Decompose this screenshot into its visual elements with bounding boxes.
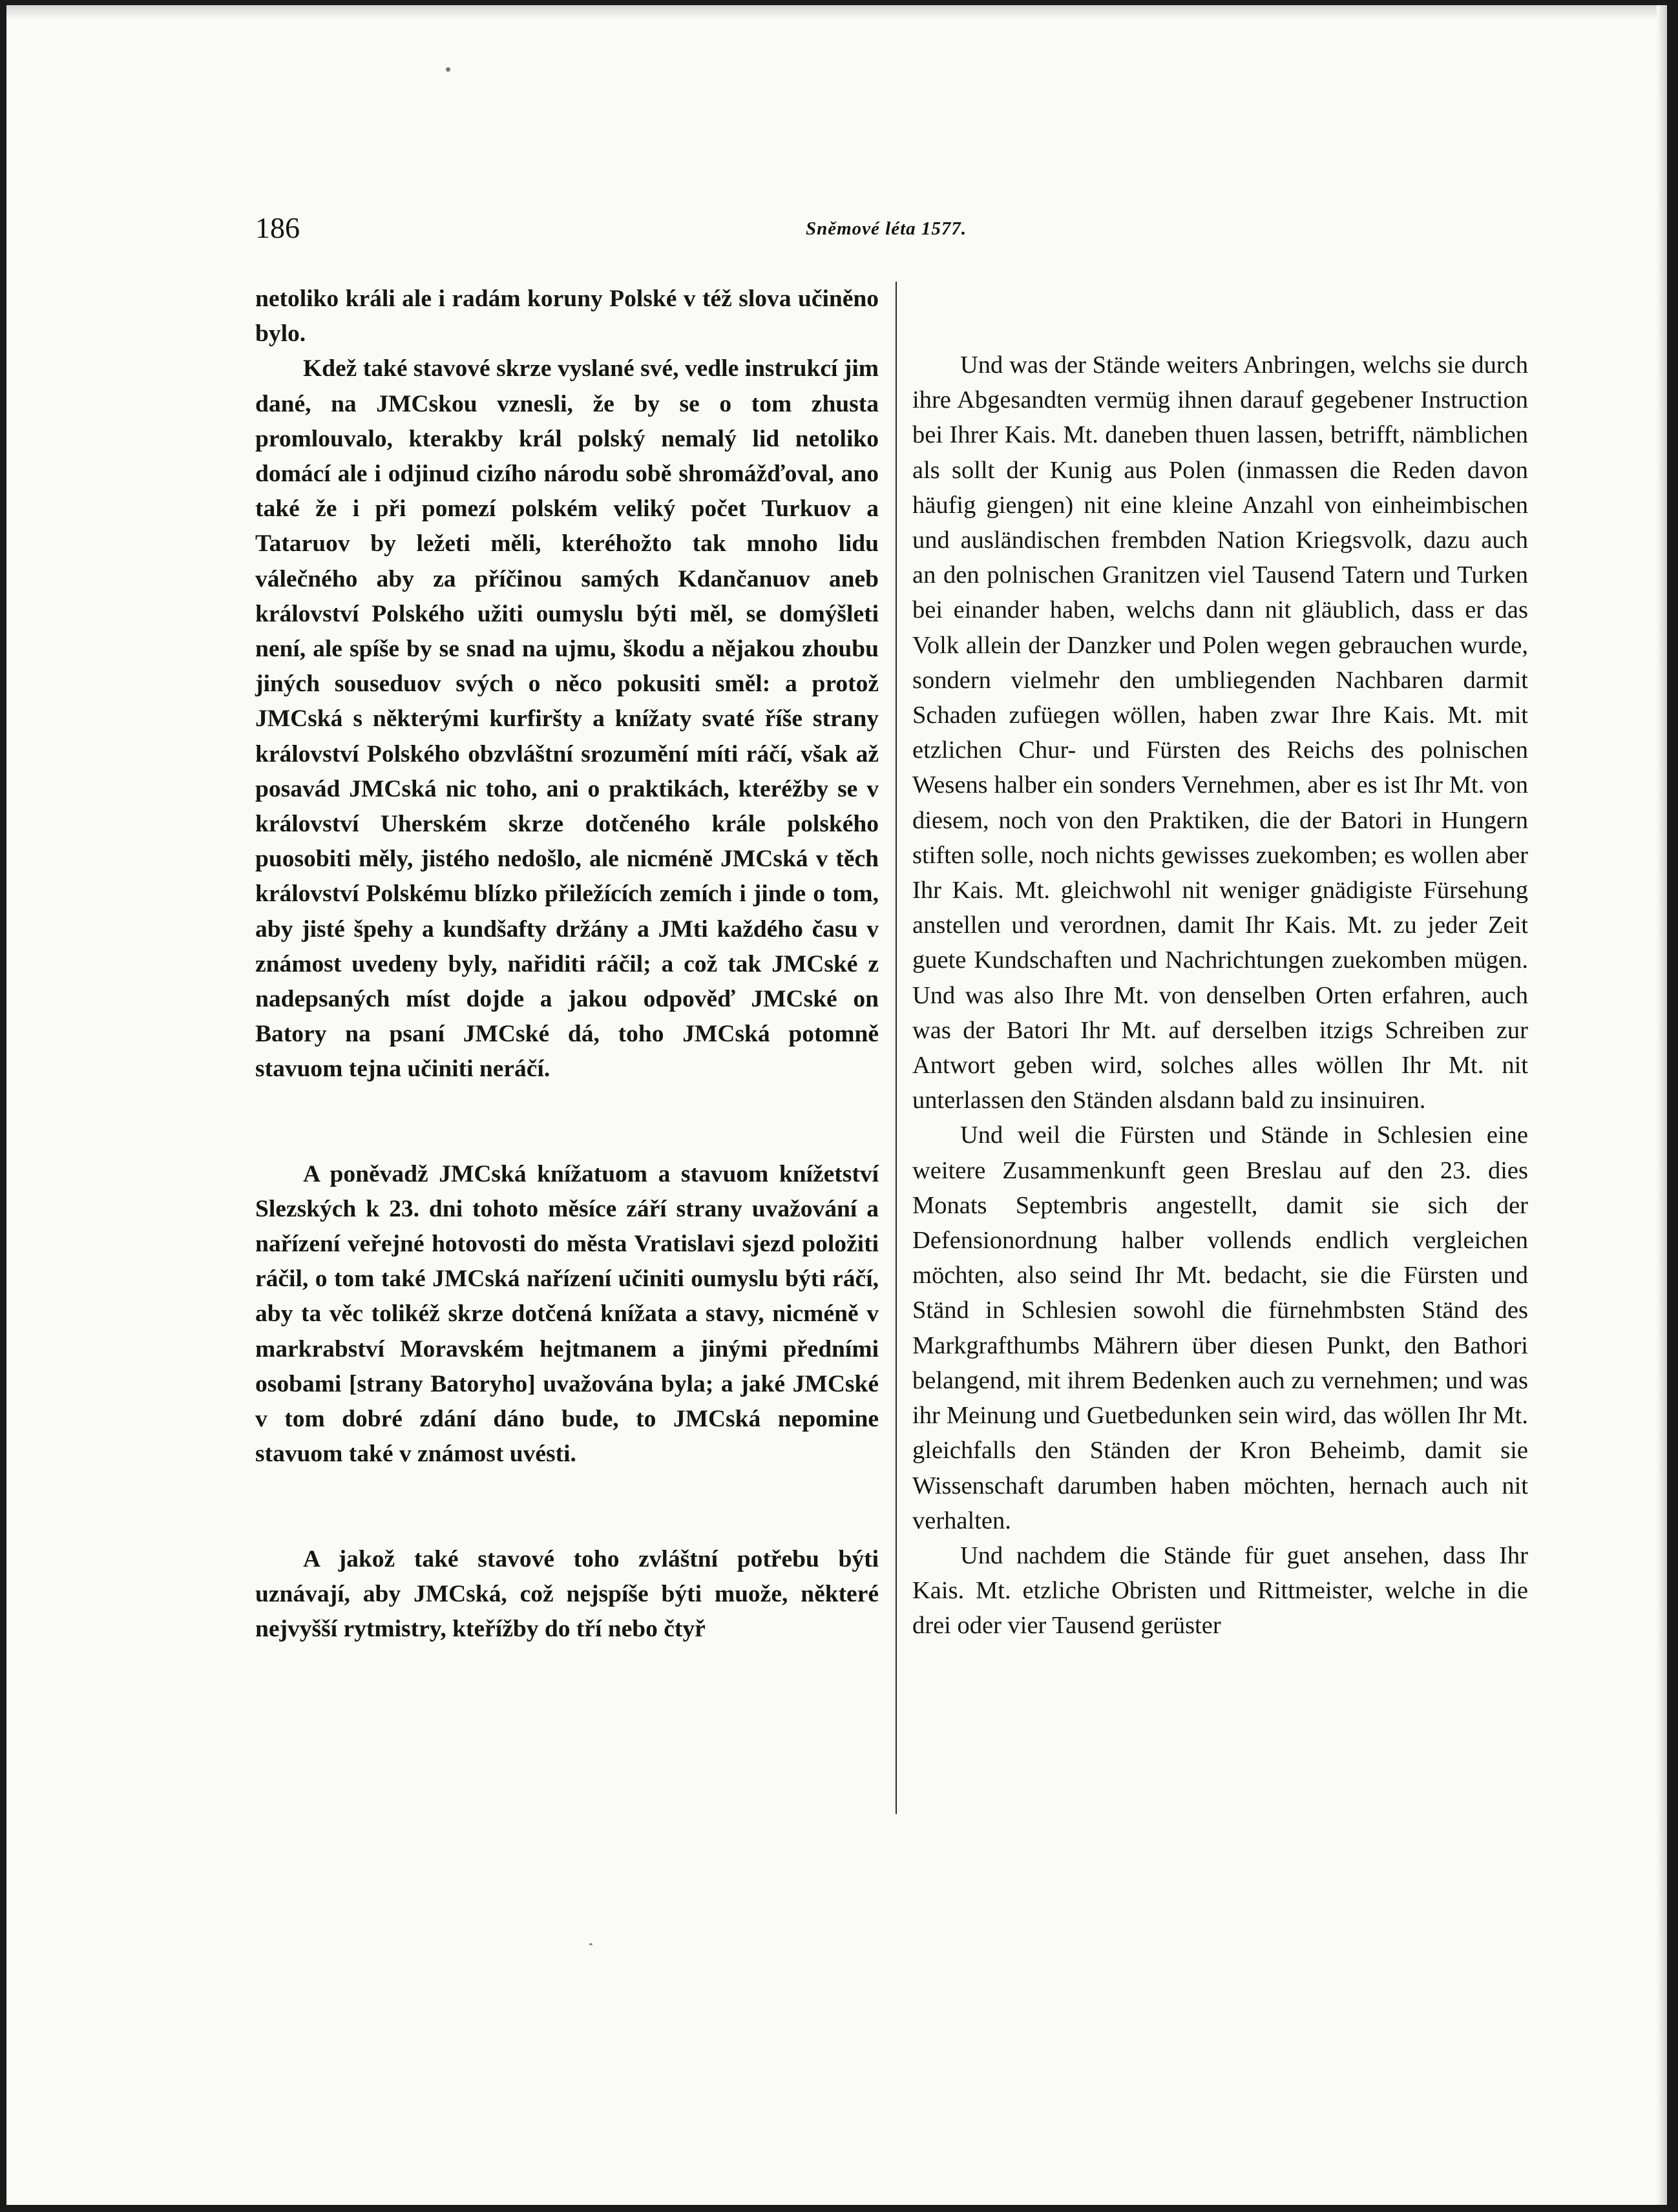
scan-shadow-top [6,5,1667,19]
scan-speck [446,67,450,72]
paragraph: Und was der Stände weiters Anbringen, welchs sie durch ihre Abgesandten vermüg ihnen darauf gegebener Instruction bei Ihrer Kais. Mt. daneben thuen lassen, betrifft, nämblichen als sollt der Kunig aus Polen (inmassen die Reden davon häufig giengen) nit eine kleine Anzahl von einheimbischen und ausländischen frembden Nation Kriegsvolk, dazu auch an den polnischen Granitzen viel Tausend Tatern und Turken bei einander haben, welchs dann nit gläublich, dass er das Volk allein der Danzker und Polen wegen gebrauchen wurde, sondern vielmehr den umbliegenden Nachbaren darmit Schaden zufüegen wöllen, haben zwar Ihre Kais. Mt. mit etzlichen Chur- und Fürsten des Reichs des polnischen Wesens halber ein sonders Vernehmen, aber es ist Ihr Mt. von diesem, noch von den Praktiken, die der Batori in Hungern stiften solle, noch nichts gewisses zuekomben; es wollen aber Ihr Kais. Mt. gleichwohl nit weniger gnädigiste Fürsehung anstellen und verordnen, damit Ihr Kais. Mt. zu jeder Zeit guete Kundschaften und Nachrichtungen zuekomben mügen. Und was also Ihre Mt. von denselben Orten erfahren, auch was der Batori Ihr Mt. auf derselben itzigs Schreiben zur Antwort geben wird, solches alles wöllen Ihr Mt. nit unterlassen den Ständen alsdann bald zu insinuiren. [912,351,1528,1114]
scan-shadow-right [1657,5,1667,2205]
page-header [255,211,1520,249]
page-number: 186 [255,211,300,244]
paragraph: netoliko králi ale i radám koruny Polské v též slova učiněno bylo. [255,286,879,348]
paragraph: Und nachdem die Stände für guet ansehen, dass Ihr Kais. Mt. etzliche Obristen und Rittmeister, welche in die drei oder vier Tausend gerüster [912,1541,1528,1640]
book-page [6,5,1667,2205]
scan-speck [589,1943,593,1945]
paragraph: A poněvadž JMCská knížatuom a stavuom knížetství Slezských k 23. dni tohoto měsíce září strany uvažování a nařízení veřejné hotovosti do města Vratislavi sjezd položiti ráčil, o tom také JMCská nařízení učiniti oumyslu býti ráčí, aby ta věc tolikéž skrze dotčená knížata a stavy, nicméně v markrabství Moravském hejtmanem a jinými předními osobami [strany Batoryho] uvažována byla; a jaké JMCské v tom dobré zdání dáno bude, to JMCská nepomine stavuom také v známost uvésti. [255,1160,879,1468]
running-title: Sněmové léta 1577. [806,218,967,239]
column-divider [896,282,897,1814]
czech-text-column [255,282,879,1647]
german-text-column [912,348,1528,1643]
paragraph: A jakož také stavové toho zvláštní potřebu býti uznávají, aby JMCská, což nejspíše býti muože, některé nejvyšší rytmistry, kteřížby do tří nebo čtyř [255,1545,879,1642]
paragraph: Und weil die Fürsten und Stände in Schlesien eine weitere Zusammenkunft geen Breslau auf den 23. dies Monats Septembris angestellt, damit sie sich der Defensionordnung halber vollends endlich vergleichen möchten, also seind Ihr Mt. bedacht, sie die Fürsten und Ständ in Schlesien sowohl die fürnehmbsten Ständ des Markgrafthumbs Mährern über diesen Punkt, den Bathori belangend, mit ihrem Bedenken auch zu vernehmen; und was ihr Meinung und Guetbedunken sein wird, das wöllen Ihr Mt. gleichfalls den Ständen der Kron Beheimb, damit sie Wissenschaft darumben haben möchten, hernach auch nit verhalten. [912,1122,1528,1534]
paragraph: Kdež také stavové skrze vyslané své, vedle instrukcí jim dané, na JMCskou vznesli, že by se o tom zhusta promlouvalo, kterakby král polský nemalý lid netoliko domácí ale i odjinud cizího národu sobě shromážďoval, ano také že i při pomezí polském veliký počet Turkuov a Tataruov by ležeti měli, kteréhožto tak mnoho lidu válečného aby za příčinou samých Kdančanuov aneb království Polského užiti oumyslu býti měl, se domýšleti není, ale spíše by se snad na ujmu, škodu a nějakou zhoubu jiných souseduov svých o něco pokusiti směl: a protož JMCská s některými kurfiršty a knížaty svaté říše strany království Polského obzvláštní srozumění míti ráčí, však až posavád JMCská nic toho, ani o praktikách, kteréžby se v království Uherském skrze dotčeného krále polského puosobiti měly, jistého nedošlo, ale nicméně JMCská v těch království Polskému blízko přiležících zemích i jinde o tom, aby jisté špehy a kundšafty držány a JMti každého času v známost uvedeny byly, nařiditi ráčil; a což tak JMCské z nadepsaných míst dojde a jakou odpověď JMCské on Batory na psaní JMCské dá, toho JMCská potomně stavuom tejna učiniti neráčí. [255,355,879,1083]
